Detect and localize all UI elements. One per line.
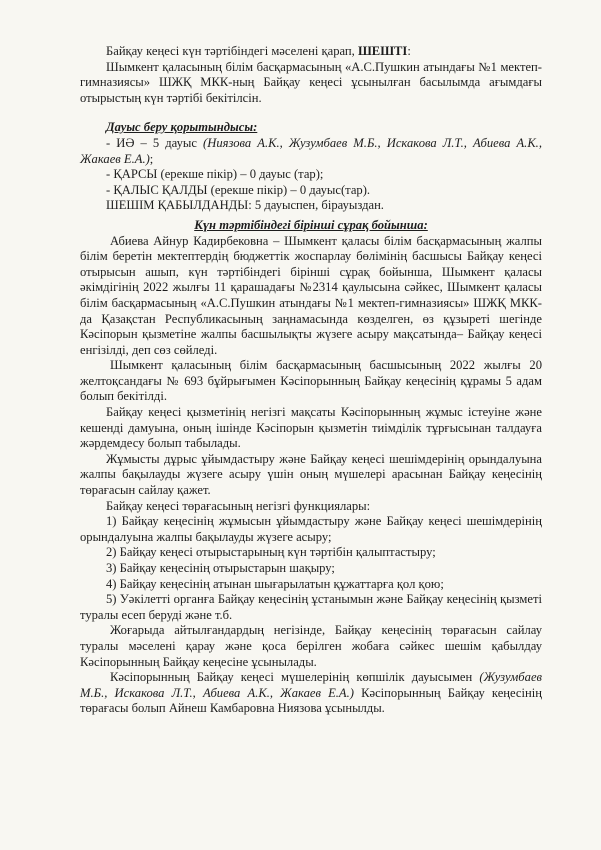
paragraph-speech: Абиева Айнур Кадирбековна – Шымкент қаласы білім басқармасының жалпы білім беретін мектептердің бюджеттік жоспарлау бөлімінің басшысы Байқау кеңесі отырысын ашып, күн тәртібіндегі бірінші сұрақ бойынша, Шымкент қаласы әкімдігінің 2022 жылғы 11 қарашадағы №2314 қаулысына сәйкес, Шымкент қаласы білім басқармасының «А.С.Пушкин атындағы №1 мектеп-гимназиясы» ШЖҚ МКК-да Қазақстан Республикасының заңнамасында көзделген, өз құзыреті шегінде Кәсіпорын қызметіне жалпы басшылықты жүзеге асыру мақсатында– Байқау кеңесі енгізілді, деп сөз сөйледі. (80, 233, 542, 357)
election-names: (Жузумбаев М.Б., Искакова Л.Т., Абиева А.К., Жакаев Е.А.) (80, 670, 542, 700)
vote-abstained: - ҚАЛЫС ҚАЛДЫ (ерекше пікір) – 0 дауыс(тар). (106, 182, 371, 197)
election-result: Кәсіпорынның Байқау кеңесінің төрағасы болып Айнеш Камбаровна Ниязова ұсынылды. (80, 685, 542, 716)
decision-intro-text: Байқау кеңесі күн тәртібіндегі мәселені қарап, (106, 44, 358, 58)
function-item-5: 5) Уәкілетті органға Байқау кеңесінің ұстанымын және Байқау кеңесінің қызметі туралы есеп беруді және т.б. (80, 592, 542, 622)
paragraph-proposal: Жоғарыда айтылғандардың негізінде, Байқау кеңесінің төрағасын сайлау туралы мәселені қарау және қоса берілген жобаға сәйкес шешім қабылдау Кәсіпорынның Байқау кеңесіне ұсынылады. (80, 623, 542, 669)
vote-yes (80, 136, 542, 167)
vote-yes-names: (Ниязова А.К., Жузумбаев М.Б., Искакова Л.Т., Абиева А.К., Жакаев Е.А.) (80, 135, 542, 166)
document-body (80, 44, 542, 717)
function-item-3: 3) Байқау кеңесінің отырыстарын шақыру; (106, 561, 335, 575)
paragraph-chair-need: Жұмысты дұрыс ұйымдастыру және Байқау кеңесі шешімдерінің орындалуына жалпы бақылауды жүзеге асыру үшін оның мүшелері арасынан Байқау кеңесінің төрағасын сайлау қажет. (80, 451, 542, 498)
vote-yes-suffix: ; (149, 151, 154, 166)
vote-yes-text: - ИӘ – 5 дауыс (106, 135, 204, 150)
paragraph-purpose: Байқау кеңесі қызметінің негізгі мақсаты Кәсіпорынның жұмыс істеуіне және кешенді дамуына, оның ішінде Кәсіпорын қызметін тиімділік тұрғысынан талдауға жәрдемдесу болып табылады. (80, 405, 542, 451)
vote-against: - ҚАРСЫ (ерекше пікір) – 0 дауыс (тар); (106, 167, 324, 182)
functions-heading: Байқау кеңесі төрағасының негізгі функциялары: (106, 498, 371, 513)
election-text: Кәсіпорынның Байқау кеңесі мүшелерінің көпшілік дауысымен (110, 670, 480, 685)
paragraph-election (80, 670, 542, 717)
first-question-heading: Күн тәртібіндегі бірінші сұрақ бойынша: (194, 217, 428, 232)
decision-intro (80, 44, 542, 60)
decision-text: Шымкент қаласының білім басқармасының «А.С.Пушкин атындағы №1 мектеп-гимназиясы» ШЖҚ МКК-ның Байқау кеңесі ұсынылған басылымда ағымдағы отырыстың күн тәртібі бекітілсін. (80, 59, 542, 105)
function-item-2: 2) Байқау кеңесі отырыстарының күн тәртібін қалыптастыру; (106, 545, 436, 560)
vote-result: ШЕШІМ ҚАБЫЛДАНДЫ: 5 дауыспен, бірауыздан. (106, 198, 384, 213)
function-item-4: 4) Байқау кеңесінің атынан шығарылатын құжаттарға қол қою; (106, 576, 444, 591)
decided-word: ШЕШТІ (357, 44, 408, 58)
paragraph-order: Шымкент қаласының білім басқармасының басшысының 2022 жылғы 20 желтоқсандағы № 693 бұйрығымен Кәсіпорынның Байқау кеңесінің құрамы 5 адам болып бекітілді. (80, 358, 542, 404)
decision-colon: : (407, 44, 411, 58)
function-item-1: 1) Байқау кеңесінің жұмысын ұйымдастыру және Байқау кеңесі шешімдерінің орындалуына жалпы бақылауды жүзеге асыру; (80, 514, 542, 544)
voting-heading: Дауыс беру қорытындысы: (106, 120, 258, 135)
